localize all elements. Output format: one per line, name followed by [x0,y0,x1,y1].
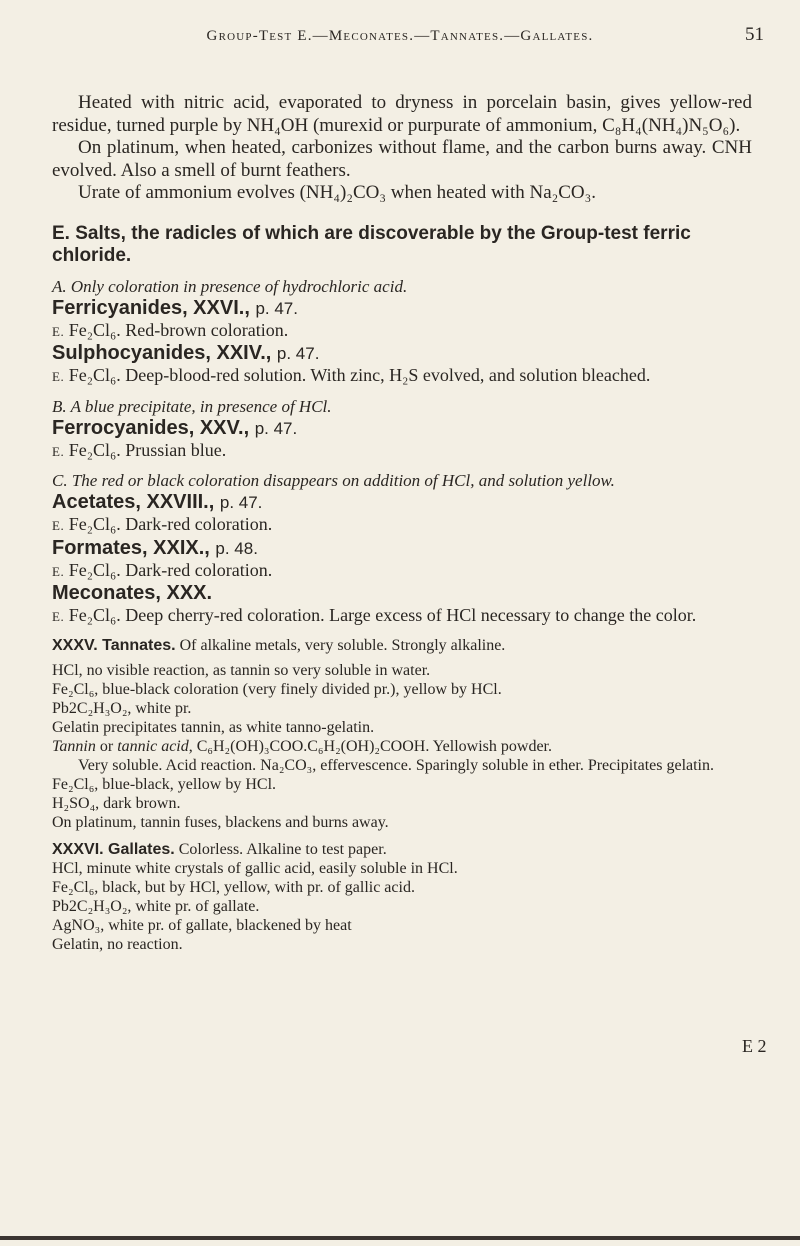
tannates-line-9: On platinum, tannin fuses, blackens and burns away. [52,813,389,831]
paragraph-platinum: On platinum, when heated, carbonizes without flame, and the carbon burns away. CNH evolved. Also a smell of burnt feathers. [52,137,752,181]
acetates-reaction [52,514,752,537]
gallates-line-1: HCl, minute white crystals of gallic acid, easily soluble in HCl. [52,859,458,877]
tannic-acid-word: tannic acid [117,737,189,755]
tannates-line-5: Tannin or tannic acid, C₆H₂(OH)₃COO.C₆H₂(OH)₂COOH. Yellowish powder. [52,737,552,755]
page-edge-rule [0,1236,800,1240]
tannates-line-0: Of alkaline metals, very soluble. Strongly alkaline. [179,636,506,654]
ferrocyanides-name: Ferrocyanides, XXV., [52,416,250,439]
tannates-line-8: H₂SO₄, dark brown. [52,794,181,812]
tannates-line-3: Pb2C₂H₃O₂, white pr. [52,699,192,717]
subsection-a: A. Only coloration in presence of hydrochloric acid. [52,276,408,296]
ferricyanides-name: Ferricyanides, XXVI., [52,296,250,319]
ferrocyanides-reaction-text: Fe₂Cl₆. Prussian blue. [68,439,227,460]
sulphocyanides-reaction-text: Fe₂Cl₆. Deep-blood-red solution. With zinc, H₂S evolved, and solution bleached. [68,365,651,385]
tannates-line-6: Very soluble. Acid reaction. Na₂CO₃, effervescence. Sparingly soluble in ether. Precipitates gelatin. [78,756,714,774]
ferrocyanides-reaction [52,440,752,463]
gallates-line-0: Colorless. Alkaline to test paper. [178,840,387,858]
tannates-heading: XXXV. Tannates. [52,636,176,654]
ferricyanides-reaction-text: Fe₂Cl₆. Red-brown coloration. [68,319,289,340]
ferricyanides-page-ref: p. 47. [255,298,298,318]
ferricyanides-title [52,297,752,320]
running-head: Group-Test E.—Meconates.—Tannates.—Gallates. [206,28,594,44]
acetates-name: Acetates, XXVIII., [52,491,215,513]
reagent-label: E. [52,443,65,459]
tannates-intro [52,636,752,655]
page-number: 51 [745,24,764,45]
gallates-line-3: Pb2C₂H₃O₂, white pr. of gallate. [52,897,260,915]
formates-reaction [52,560,752,583]
tannin-word: Tannin [52,737,96,755]
gallates-intro [52,840,752,859]
reagent-label: E. [52,518,65,533]
page-body [52,92,752,954]
acetates-page-ref: p. 47. [219,493,263,512]
ferrocyanides-title [52,417,752,440]
ferricyanides-reaction [52,320,752,343]
reagent-label: E. [52,323,65,339]
tannates-line-2: Fe₂Cl₆, blue-black coloration (very finely divided pr.), yellow by HCl. [52,680,502,698]
acetates-reaction-text: Fe₂Cl₆. Dark-red coloration. [68,514,273,534]
formates-name: Formates, XXIX., [52,536,210,559]
tannates-line-1: HCl, no visible reaction, as tannin so very soluble in water. [52,661,431,679]
reagent-label: E. [52,563,65,579]
reagent-label: E. [52,609,65,624]
acetates-title [52,491,752,514]
section-heading-e: E. Salts, the radicles of which are discoverable by the Group-test ferric chloride. [52,222,691,266]
gallates-heading: XXXVI. Gallates. [52,840,175,858]
sulphocyanides-name: Sulphocyanides, XXIV., [52,342,272,364]
meconates-reaction-text: Fe₂Cl₆. Deep cherry-red coloration. Large excess of HCl necessary to change the color. [68,605,697,625]
ferrocyanides-page-ref: p. 47. [254,418,298,438]
page-header [0,20,800,54]
paragraph-nitric-acid: Heated with nitric acid, evaporated to dryness in porcelain basin, gives yellow-red residue, turned purple by NH₄OH (murexid or purpurate of ammonium, C₈H₄(NH₄)N₅O₆). [52,92,752,136]
formates-title [52,537,752,560]
reagent-label: E. [52,369,65,384]
meconates-title: Meconates, XXX. [52,582,213,604]
paragraph-urate: Urate of ammonium evolves (NH₄)₂CO₃ when heated with Na₂CO₃. [78,182,597,203]
formates-reaction-text: Fe₂Cl₆. Dark-red coloration. [68,559,273,580]
sulphocyanides-page-ref: p. 47. [276,344,320,363]
sulphocyanides-reaction [52,365,752,388]
gallates-line-2: Fe₂Cl₆, black, but by HCl, yellow, with pr. of gallic acid. [52,878,415,896]
formates-page-ref: p. 48. [215,538,258,558]
sulphocyanides-title [52,342,752,365]
gallates-line-4: AgNO₃, white pr. of gallate, blackened by heat [52,916,352,934]
tannates-line-4: Gelatin precipitates tannin, as white tanno-gelatin. [52,718,375,736]
meconates-reaction [52,605,752,628]
subsection-b: B. A blue precipitate, in presence of HCl. [52,396,332,416]
gallates-line-5: Gelatin, no reaction. [52,935,183,953]
tannates-line-7: Fe₂Cl₆, blue-black, yellow by HCl. [52,775,277,793]
signature-mark: E 2 [742,1036,767,1056]
subsection-c: C. The red or black coloration disappears on addition of HCl, and solution yellow. [52,471,615,490]
